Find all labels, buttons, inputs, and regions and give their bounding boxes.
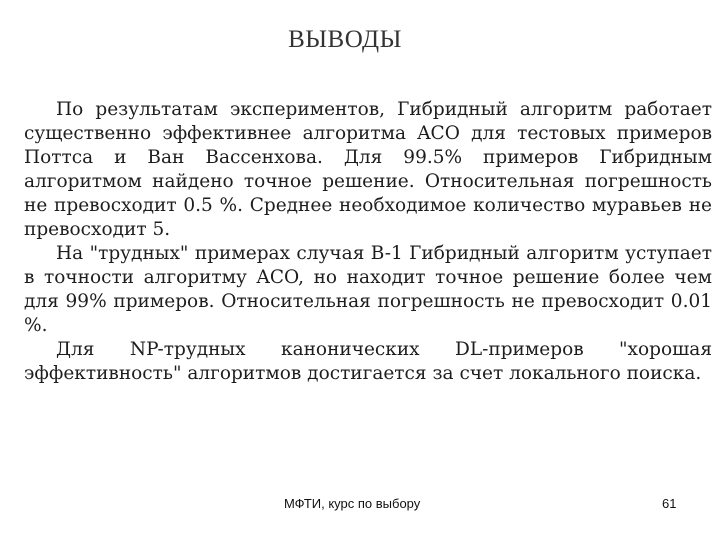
paragraph-results: По результатам экспериментов, Гибридный алгоритм работает существенно эффективнее алгоритма ACO для тестовых примеров Поттса и Ван Вассенхова. Для 99.5% примеров Гибридным алгоритмом найдено точное решение. Относительная погрешность не превосходит 0.5 %. Среднее необходимое количество муравьев не превосходит 5. [24,99,712,240]
slide-title: ВЫВОДЫ [288,26,402,53]
conclusions-text [24,98,712,386]
page-number: 61 [662,496,677,511]
paragraph-np-hard: Для NP-трудных канонических DL-примеров "хорошая эффективность" алгоритмов достигается за счет локального поиска. [24,339,712,384]
paragraph-hard-examples: На "трудных" примерах случая B-1 Гибридный алгоритм уступает в точности алгоритму ACO, но находит точное решение более чем для 99% примеров. Относительная погрешность не превосходит 0.01 %. [24,243,712,336]
footer-course-label: МФТИ, курс по выбору [284,496,421,511]
